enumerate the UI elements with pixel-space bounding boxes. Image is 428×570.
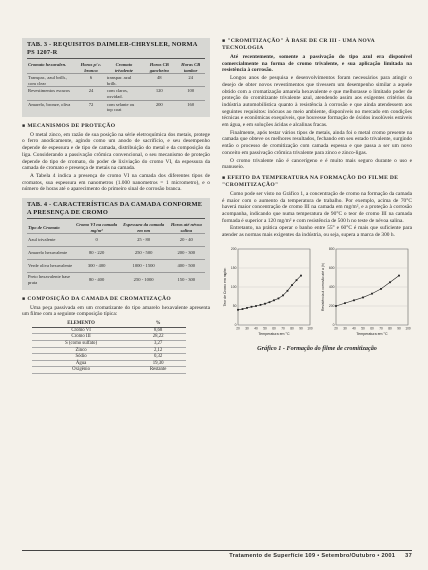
x-tick-label: 60 bbox=[370, 326, 374, 331]
paragraph: Até recentemente, somente a passivação do tipo azul era disponível comercialmente na forma de cromo trivalente, e sua aplicação limitada na resistência à corrosão. bbox=[222, 54, 412, 74]
table-cell: 150 - 300 bbox=[168, 273, 205, 286]
table3 bbox=[27, 62, 205, 113]
table-cell: 100 bbox=[176, 87, 205, 100]
x-tick-label: 70 bbox=[281, 326, 285, 331]
table-cell: com selante ou top coat bbox=[106, 100, 142, 113]
paragraph: Entretanto, na prática operar o banho entre 55° e 60°C é mais que suficiente para atender as normas mais exigentes da indústria, ou seja, supera a marca de 300 h. bbox=[222, 225, 412, 239]
table5-header: % bbox=[130, 321, 186, 327]
left-column bbox=[22, 38, 210, 374]
y-tick-label: 100 bbox=[230, 285, 237, 290]
data-point bbox=[237, 309, 239, 311]
table-cell: 20 - 40 bbox=[168, 234, 205, 247]
data-point bbox=[398, 275, 400, 277]
chart-caption: Gráfico 1 - Formação do filme de cromitização bbox=[257, 344, 377, 352]
y-tick-label: 400 bbox=[328, 285, 335, 290]
data-point bbox=[380, 288, 382, 290]
y-tick-label: 800 bbox=[328, 247, 335, 252]
table-row bbox=[27, 273, 205, 286]
page-number: 37 bbox=[405, 553, 412, 559]
table-cell: 250 - 500 bbox=[120, 247, 168, 260]
table-cell: Azul trivalente bbox=[27, 234, 74, 247]
data-point bbox=[242, 308, 244, 310]
table-cell: Verde oliva hexavalente bbox=[27, 260, 74, 273]
table3-title: TAB. 3 - REQUISITOS DAIMLER-CHRYSLER, NORMA PS 1207-R bbox=[27, 41, 198, 56]
table-row bbox=[27, 100, 205, 113]
table4-header: Tipo de Cromato bbox=[28, 224, 60, 230]
table-cell: 24 bbox=[176, 74, 205, 87]
section-heading: ■ EFEITO DA TEMPERATURA NA FORMAÇÃO DO FILME DE "CROMITIZAÇÃO" bbox=[222, 174, 399, 188]
table-cell: 3,27 bbox=[130, 340, 186, 347]
x-tick-label: 50 bbox=[361, 326, 365, 331]
corrosion-resistance-chart bbox=[320, 245, 412, 341]
table-cell: Cromo VI bbox=[32, 327, 130, 334]
table-cell: 80 - 400 bbox=[74, 273, 120, 286]
table-cell: Sódio bbox=[32, 354, 130, 361]
table-cell: Restante bbox=[130, 367, 186, 374]
data-point bbox=[246, 307, 248, 309]
y-tick-label: 600 bbox=[328, 266, 335, 271]
table4-header: Horas até névoa salina bbox=[170, 222, 202, 233]
paragraph: A Tabela 4 indica a presença de cromo VI na camada dos diferentes tipos de cromatos, sua espessura em nanometros (1.000 nanometros = 1 micrometro), e o número de horas até o aparecimento do primeiro sinal de corrosão branca. bbox=[22, 172, 210, 193]
series-line bbox=[238, 275, 301, 309]
table4-header: Espessura da camada em nm bbox=[123, 222, 165, 233]
table3-header: Horas CB tambor bbox=[181, 62, 201, 73]
x-tick-label: 20 bbox=[236, 326, 240, 331]
data-point bbox=[287, 290, 289, 292]
table-cell: Amarelo hexavalente bbox=[27, 247, 74, 260]
table3-header: Cromato hexavalen. bbox=[28, 62, 67, 67]
table3-header: Cromato trivalente bbox=[115, 62, 133, 73]
section-heading: ■ "CROMITIZAÇÃO" À BASE DE CR III - UMA NOVA TECNOLOGIA bbox=[222, 38, 375, 51]
data-point bbox=[260, 304, 262, 306]
table-cell: 200 - 300 bbox=[168, 247, 205, 260]
table-cell: 300 - 400 bbox=[74, 260, 120, 273]
data-point bbox=[291, 284, 293, 286]
table-cell: Amarelo, bronze, oliva bbox=[27, 100, 76, 113]
charts-row bbox=[222, 245, 412, 341]
table-cell: 0,32 bbox=[130, 354, 186, 361]
paragraph: Finalmente, após testar vários tipos de metais, ainda foi o metal cromo presente na camada que obteve os melhores resultados, fechando em seu estado trivalente, surgindo então o processo de cromitização com camada espessa e que passa a ser um novo conceito em passivação crômica trivalente para zinco e zinco-ligas. bbox=[222, 129, 412, 156]
paragraph: O cromo trivalente não é cancerígeno e é muito mais seguro durante o uso e manuseio. bbox=[222, 157, 412, 171]
table-cell: 120 bbox=[142, 87, 176, 100]
table-cell: 48 bbox=[142, 74, 176, 87]
paragraph: Longos anos de pesquisa e desenvolvimentos foram necessários para atingir o desejo de obter novos revestimentos que tivessem um desempenho similar a aquele obtido com a cromatização amarela hexavalente e que melhorasse o limitado poder de proteção do cromitizante trivalente azul, atendendo assim aos exigentes critérios da indústria automobilística quanto à resistência à corrosão e que ainda atendessem aos seguintes requisitos: inócuos ao meio ambiente, disponíveis no mercado em condições técnicas e econômicas exequíveis, que houvesse formação de óxidos insolúveis estáveis em água, e em soluções ácidas e alcalinas fracas. bbox=[222, 75, 412, 129]
table5 bbox=[32, 321, 186, 374]
table-cell: 0 bbox=[74, 234, 120, 247]
table-row bbox=[32, 327, 186, 334]
data-point bbox=[278, 297, 280, 299]
y-tick-label: 0 bbox=[234, 323, 237, 328]
table-cell: com claros, oxvidad. bbox=[106, 87, 142, 100]
x-tick-label: 40 bbox=[352, 326, 356, 331]
x-tick-label: 30 bbox=[245, 326, 249, 331]
table-cell: 8,68 bbox=[130, 327, 186, 334]
data-point bbox=[269, 301, 271, 303]
table4-title: TAB. 4 - CARACTERÍSTICAS DA CAMADA CONFORME A PRESENÇA DE CROMO bbox=[27, 201, 203, 217]
table3-header: Horas CB gancheira bbox=[149, 62, 169, 73]
data-point bbox=[255, 305, 257, 307]
x-tick-label: 80 bbox=[388, 326, 392, 331]
x-tick-label: 80 bbox=[290, 326, 294, 331]
data-point bbox=[282, 294, 284, 296]
section-heading: ■ MECANISMOS DE PROTEÇÃO bbox=[22, 122, 116, 129]
x-tick-label: 70 bbox=[379, 326, 383, 331]
table-cell: Oxigênio bbox=[32, 367, 130, 374]
chromium-content-chart bbox=[222, 245, 314, 341]
table-cell: 200 bbox=[142, 100, 176, 113]
data-point bbox=[264, 303, 266, 305]
table-cell: 1000 - 1500 bbox=[120, 260, 168, 273]
table-row bbox=[27, 87, 205, 100]
table-row bbox=[27, 234, 205, 247]
table-cell: S (como sulfato) bbox=[32, 340, 130, 347]
table-cell: 250 - 1000 bbox=[120, 273, 168, 286]
table3-box bbox=[22, 38, 210, 117]
table-cell: Água bbox=[32, 360, 130, 367]
table4-header: Cromo VI na camada mg/m² bbox=[76, 222, 118, 233]
paragraph: Como pode ser visto no Gráfico 1, a concentração de cromo na formação da camada é maior com o aumento da temperatura de trabalho. Por exemplo, acima de 70°C haverá maior concentração de cromo III na camada em mg/m², e a proteção à corrosão acompanha, indicando que numa temperatura de 90°C o teor de cromo III na camada formada é superior a 120 mg/m² e com resistência de 500 h no teste de névoa salina. bbox=[222, 190, 412, 224]
y-axis-label: Teor de Cromo em mg/m² bbox=[223, 267, 227, 307]
x-tick-label: 60 bbox=[272, 326, 276, 331]
x-tick-label: 50 bbox=[263, 326, 267, 331]
table-row bbox=[27, 247, 205, 260]
table-row bbox=[32, 354, 186, 361]
x-tick-label: 100 bbox=[405, 326, 411, 331]
x-tick-label: 20 bbox=[334, 326, 338, 331]
x-axis-label: Temperatura em °C bbox=[356, 331, 388, 336]
table-row bbox=[32, 334, 186, 341]
table3-header: Horas p/ c. branca bbox=[80, 62, 102, 73]
x-tick-label: 30 bbox=[343, 326, 347, 331]
x-tick-label: 100 bbox=[307, 326, 313, 331]
table-row bbox=[27, 74, 205, 87]
table-cell: Revestimentos escuros bbox=[27, 87, 76, 100]
data-point bbox=[273, 299, 275, 301]
y-axis-label: Resistência à corrosão até a (h) bbox=[321, 262, 325, 311]
y-tick-label: 0 bbox=[332, 323, 335, 328]
table-cell: 72 bbox=[76, 100, 106, 113]
data-point bbox=[362, 296, 364, 298]
data-point bbox=[371, 293, 373, 295]
y-tick-label: 200 bbox=[230, 247, 237, 252]
y-tick-label: 150 bbox=[230, 266, 237, 271]
table-cell: 6 bbox=[76, 74, 106, 87]
x-axis-label: Temperatura em °C bbox=[258, 331, 290, 336]
series-line bbox=[336, 275, 399, 305]
table5-header: ELEMENTO bbox=[32, 321, 130, 327]
table-cell: 160 bbox=[176, 100, 205, 113]
y-tick-label: 50 bbox=[232, 304, 237, 309]
footer-text: Tratamento de Superfície 109 • Setembro/Outubro • 2001 bbox=[229, 553, 396, 559]
data-point bbox=[353, 299, 355, 301]
table4-box bbox=[22, 198, 210, 290]
table-cell: 80 - 220 bbox=[74, 247, 120, 260]
x-tick-label: 90 bbox=[397, 326, 401, 331]
data-point bbox=[389, 281, 391, 283]
right-column bbox=[222, 38, 412, 352]
table-cell: 400 - 500 bbox=[168, 260, 205, 273]
section-heading: ■ COMPOSIÇÃO DA CAMADA DE CROMATIZAÇÃO bbox=[22, 295, 172, 302]
table-row bbox=[32, 360, 186, 367]
table-cell: 2,12 bbox=[130, 347, 186, 354]
x-tick-label: 40 bbox=[254, 326, 258, 331]
table-cell: Zinco bbox=[32, 347, 130, 354]
data-point bbox=[335, 305, 337, 307]
table-row bbox=[27, 260, 205, 273]
data-point bbox=[251, 306, 253, 308]
table-cell: Preto hexavalente base prata bbox=[27, 273, 74, 286]
data-point bbox=[344, 302, 346, 304]
table-cell: Cromo III bbox=[32, 334, 130, 341]
table-row bbox=[32, 347, 186, 354]
table-row bbox=[32, 340, 186, 347]
y-tick-label: 200 bbox=[328, 304, 335, 309]
paragraph: Uma peça passivada em um cromatizante do tipo amarelo hexavalente apresenta um filme com a seguinte composição típica: bbox=[22, 304, 210, 318]
x-tick-label: 90 bbox=[299, 326, 303, 331]
table-cell: 25 - 80 bbox=[120, 234, 168, 247]
paragraph: O metal zinco, em razão de sua posição na série eletroquímica dos metais, protege o ferro anodicamente, agindo como um anodo de sacrifício, e seu desempenho depende de espessura e de tipo de camada, distribuição do metal e da composição da liga. Considerando a passivação crômica convencional, o seu mecanismo de proteção depende do tipo de cromato, do poder de lixiviação do cromo VI, da espessura da camada de cromato e presença de metais na camada. bbox=[22, 131, 210, 172]
table-cell: 19,30 bbox=[130, 360, 186, 367]
table-row bbox=[32, 367, 186, 374]
page-footer bbox=[22, 550, 412, 559]
table-cell: Transpar., azul brilh., com clear bbox=[27, 74, 76, 87]
data-point bbox=[300, 275, 302, 277]
table-cell: transpar. azul brilh. bbox=[106, 74, 142, 87]
table-cell: 28,22 bbox=[130, 334, 186, 341]
data-point bbox=[296, 279, 298, 281]
table4 bbox=[27, 222, 205, 286]
table-cell: 24 bbox=[76, 87, 106, 100]
